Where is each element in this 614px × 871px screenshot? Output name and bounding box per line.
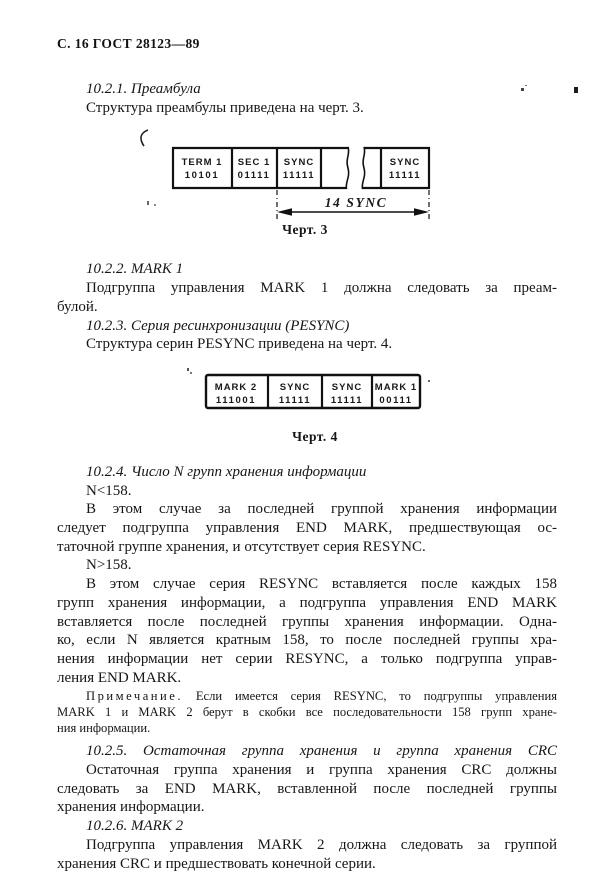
text-line: булой. [57,298,98,315]
text-line: В этом случае за последней группой хранения информации [86,501,557,518]
fig4-cell-0-bits: 111001 [215,394,257,406]
text-line: Подгруппа управления MARK 2 должна следовать за группой [86,836,557,853]
fig3-cell-1-label: SEC 1 [237,157,271,169]
fig4-cell-1-label: SYNC [279,381,311,393]
section-10-2-4 [57,463,557,687]
section-heading: 10.2.6. MARK 2 [86,818,184,835]
fig4-cell-3-bits: 00111 [379,394,413,406]
section-10-2-2-3 [57,260,557,354]
text-line: Примечание. Если имеется серия RESYNC, то подгруппы управления [86,689,557,704]
dim-arrowhead-right [414,209,429,217]
text-line: N<158. [86,482,132,499]
scan-artifact [574,87,578,93]
fig4-cell-2-bits: 11111 [330,394,364,406]
fig3-cell-2-bits: 11111 [282,170,316,182]
figure-4 [195,365,435,445]
fig3-cell-2-label: SYNC [283,157,315,169]
figure-3-caption: Черт. 3 [282,222,328,238]
figure-3-drawing [135,127,475,221]
text-line: групп хранения информации, а подгруппа управления END MARK [57,594,557,611]
break-wave-right [362,147,364,189]
section-heading: 10.2.5. Остаточная группа хранения и группа хранения CRC [86,743,557,760]
section-heading: 10.2.2. MARK 1 [86,261,184,278]
text-line: хранения CRC и предшествовать конечной серии. [57,855,376,871]
text-line: вставляется после последней группы хранения информации. Одна- [57,613,557,630]
text-line: хранения информации. [57,799,205,816]
fig3-cell-0-label: TERM 1 [181,157,223,169]
text-line: следовать за END MARK, вставленной после последней группы [57,780,557,797]
section-heading: 10.2.4. Число N групп хранения информации [86,463,367,480]
figure-3 [135,127,475,238]
section-10-2-5-6 [57,742,557,871]
text-line: ко, если N является кратным 158, то после последней группы хра- [57,632,557,649]
break-wave-left [346,147,348,189]
dim-arrowhead-left [277,209,292,217]
figure-4-drawing [195,365,435,413]
figure-4-caption: Черт. 4 [292,428,338,444]
text-line: следует подгруппа управления END MARK, предшествующая ос- [57,520,557,537]
fig4-cell-3-label: MARK 1 [374,381,418,393]
page-header: С. 16 ГОСТ 28123—89 [57,36,200,51]
fig3-cell-0-bits: 10101 [184,170,220,182]
note-block [57,688,557,736]
text-line: Подгруппа управления MARK 1 должна следовать за преам- [86,280,557,297]
text-column [57,80,557,871]
fig4-cell-2-label: SYNC [331,381,363,393]
text-line: Структура серин PESYNC приведена на черт. 4. [86,336,393,353]
text-line: ния информации. [57,721,151,736]
dimension-label: 14 SYNC [324,195,388,211]
section-heading: 10.2.1. Преамбула [86,81,201,97]
note-lead-word: Примечание. [86,689,184,704]
text-line: таточной группе хранения, и отсутствует серия RESYNC. [57,538,426,555]
fig4-cell-1-bits: 11111 [278,394,312,406]
scan-curl-mark [141,130,148,146]
text-line: MARK 1 и MARK 2 берут в скобки все последовательности 158 групп хране- [57,705,557,720]
text-line: N>158. [86,557,132,574]
fig3-cell-1-bits: 01111 [237,170,271,182]
text-line: Остаточная группа хранения и группа хранения CRC должны [86,762,557,779]
text-line: нения информации нет серии RESYNC, а только подгруппа управ- [57,650,557,667]
text-line: ления END MARK. [57,669,182,686]
text-line: В этом случае серия RESYNC вставляется после каждых 158 [86,576,557,593]
fig3-cell-3-bits: 11111 [388,170,422,182]
fig3-cell-3-label: SYNC [389,157,421,169]
section-10-2-1 [57,80,557,117]
section-heading: 10.2.3. Серия ресинхронизации (PESYNC) [86,317,350,334]
text-line: Структура преамбулы приведена на черт. 3. [86,99,364,116]
fig4-cell-0-label: MARK 2 [214,381,258,393]
